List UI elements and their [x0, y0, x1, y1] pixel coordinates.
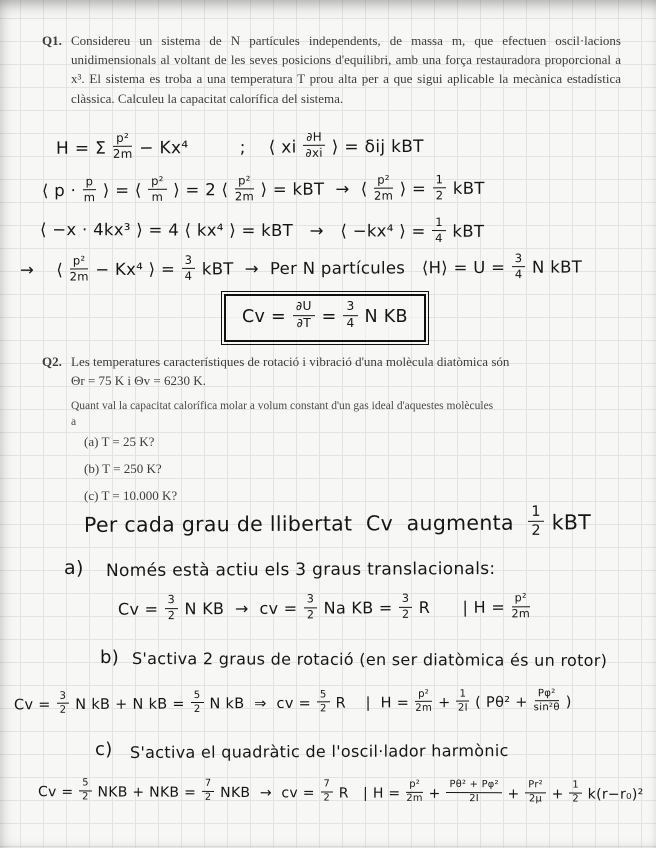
q2-statement-line1: Les temperatures característiques de rotació i vibració d'una molècula diatòmica són [71, 354, 510, 369]
q2-subquestion-line2: a [71, 416, 77, 428]
derivation-line-3: ⟨ −x · 4kx³ ⟩ = 4 ⟨ kx⁴ ⟩ = kBT → ⟨ −kx⁴ ⟩ = $\frac{1}{4}$ kBT [39, 215, 485, 245]
q2-item-b: (b) T = 250 K? [84, 461, 162, 476]
part-b-heading: S'activa 2 graus de rotació (en ser diatòmica és un rotor) [131, 648, 608, 671]
q2-label: Q2. [42, 354, 62, 369]
boxed-result-equation: Cv = $\frac{\partial U}{\partial T}$ = $\frac{3}{4}$ N KB [242, 299, 408, 330]
q2-statement-line2: Θr = 75 K i Θv = 6230 K. [71, 373, 206, 388]
part-c-heading: S'activa el quadràtic de l'oscil·lador harmònic [129, 741, 509, 762]
solution-intro: Per cada grau de llibertat Cv augmenta $\frac{1}{2}$ kBT [83, 503, 592, 539]
part-b-label: b) [100, 647, 120, 668]
part-b-equation: Cv = $\frac{3}{2}$ N kB + N kB = $\frac{5}{2}$ N kB ⇒ cv = $\frac{5}{2}$ R | H = $\frac{\text{p²}}{2m}$ + $\frac{1}{2I}$ ( Pθ² + $\frac{\text{Pφ²}}{\text{sin²θ}}$ ) [13, 688, 572, 717]
q1-label: Q1. [42, 33, 62, 48]
part-a-equation: Cv = $\frac{3}{2}$ N KB → cv = $\frac{3}{2}$ Na KB = $\frac{3}{2}$ R | H = $\frac{\text{p²}}{2m}$ [117, 591, 531, 622]
boxed-result [224, 294, 426, 342]
part-c-label: c) [95, 739, 113, 760]
q2-subquestion-line1: Quant val la capacitat calorífica molar a volum constant d'un gas ideal d'aquestes molècules [71, 400, 494, 412]
derivation-line-4: → ⟨ $\frac{\text{p²}}{2m}$ − Kx⁴ ⟩ = $\frac{3}{4}$ kBT → Per N partícules ⟨H⟩ = U = $\frac{3}{4}$ N kBT [19, 251, 583, 284]
q2-item-a: (a) T = 25 K? [84, 434, 155, 449]
part-a-heading: Només està actiu els 3 graus translacionals: [105, 558, 496, 582]
part-a-label: a) [64, 557, 84, 579]
derivation-line-2: ⟨ p · $\frac{p}{m}$ ⟩ = ⟨ $\frac{\text{p²}}{m}$ ⟩ = 2 ⟨ $\frac{\text{p²}}{2m}$ ⟩ = kBT → ⟨ $\frac{\text{p²}}{2m}$ ⟩ = $\frac{1}{2}$ kBT [41, 172, 485, 205]
derivation-line-1: H = Σ $\frac{\text{p²}}{2m}$ − Kx⁴ ; ⟨ xi $\frac{\partial H}{\partial xi}$ ⟩ = δij kBT [55, 129, 424, 162]
part-c-equation: Cv = $\frac{5}{2}$ NKB + NKB = $\frac{7}{2}$ NKB → cv = $\frac{7}{2}$ R | H = $\frac{\text{p²}}{2m}$ + $\frac{\text{Pθ² + Pφ²}}{2I}$ + $\frac{\text{Pr²}}{2\mu}$ + $\frac{1}{2}$ k(r−r₀)² [37, 777, 644, 805]
q2-item-c: (c) T = 10.000 K? [84, 488, 178, 503]
q1-statement: Considereu un sistema de N partícules independents, de massa m, que efectuen oscil·lacions unidimensionals al voltant de les seves posicions d'equilibri, amb una força restauradora proporcional a x³. El sistema es troba a una temperatura T prou alta per a que sigui aplicable la mecànica estadística clàssica. Calculeu la capacitat calorífica del sistema. [71, 33, 621, 106]
